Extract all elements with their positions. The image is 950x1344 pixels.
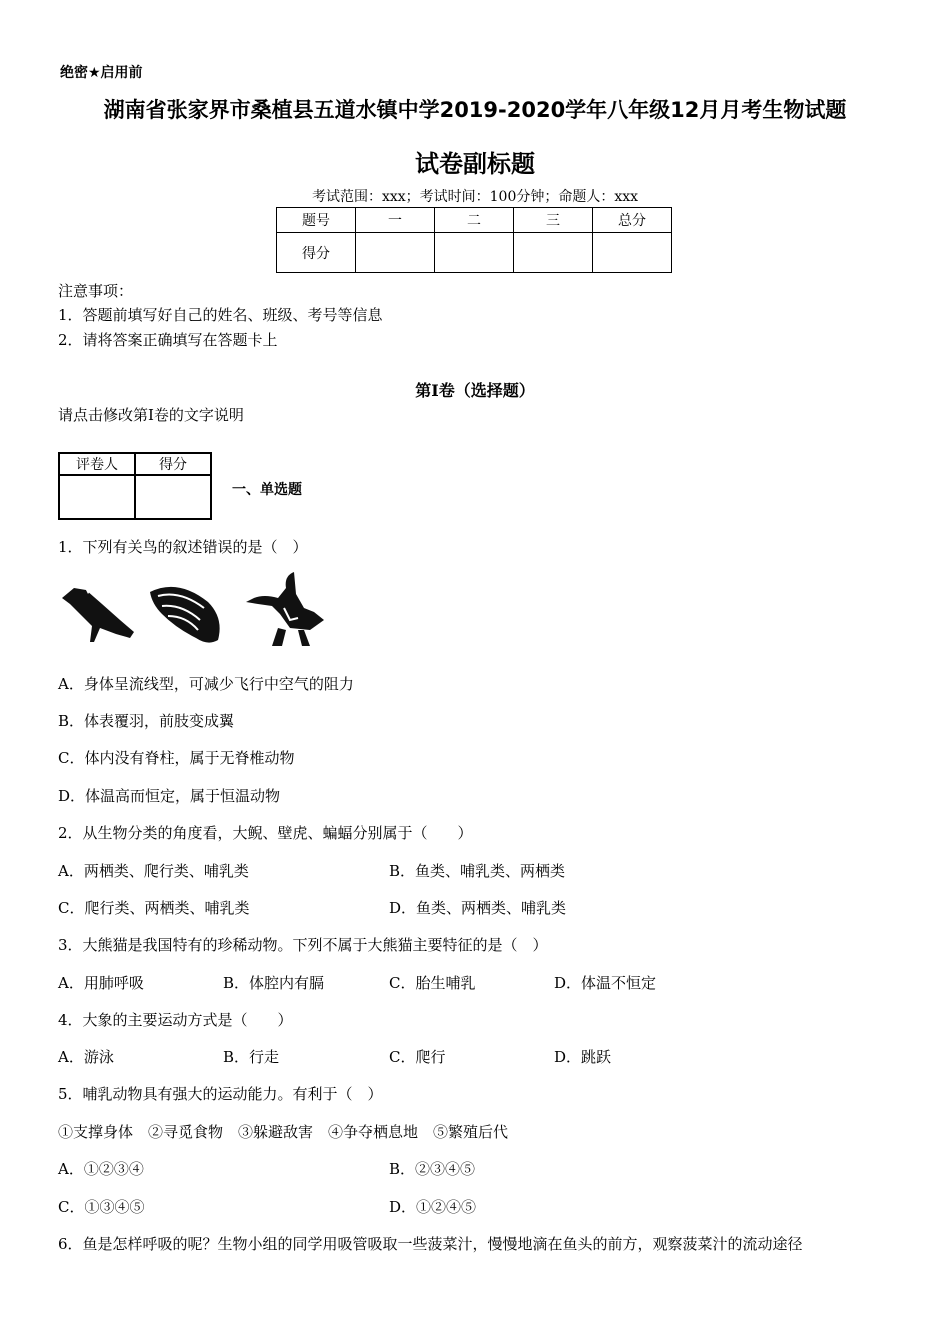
section-description: 请点击修改第I卷的文字说明: [58, 406, 244, 424]
option-c: C．体内没有脊柱，属于无脊椎动物: [58, 749, 295, 767]
option-a: A．用肺呼吸: [58, 974, 144, 992]
grader-header-cell: 得分: [135, 453, 211, 475]
option-a: A．①②③④: [58, 1160, 144, 1178]
score-cell: [593, 233, 672, 273]
score-cell: [435, 233, 514, 273]
bird-skeleton-illustration: [246, 572, 324, 646]
option-d: D．体温高而恒定，属于恒温动物: [58, 787, 281, 805]
question-type-heading: 一、单选题: [232, 482, 302, 498]
exam-subtitle: 试卷副标题: [415, 150, 535, 178]
option-d: D．鱼类、两栖类、哺乳类: [389, 899, 567, 917]
score-cell: [356, 233, 435, 273]
option-b: B．②③④⑤: [389, 1160, 476, 1178]
question-stem: 3．大熊猫是我国特有的珍稀动物。下列不属于大熊猫主要特征的是（ ）: [58, 936, 548, 954]
question-stem: 4．大象的主要运动方式是（ ）: [58, 1011, 293, 1029]
confidential-mark: 绝密★启用前: [60, 65, 143, 81]
score-header-cell: 题号: [277, 208, 356, 233]
question-stem: 6．鱼是怎样呼吸的呢？生物小组的同学用吸管吸取一些菠菜汁，慢慢地滴在鱼头的前方，观察菠菜汁的流动途径: [58, 1235, 803, 1253]
section-title: 第I卷（选择题）: [415, 381, 535, 400]
option-d: D．跳跃: [554, 1048, 612, 1066]
option-b: B．行走: [223, 1048, 280, 1066]
option-a: A．身体呈流线型，可减少飞行中空气的阻力: [58, 675, 354, 693]
option-c: C．爬行类、两栖类、哺乳类: [58, 899, 250, 917]
exam-info: 考试范围：xxx；考试时间：100分钟；命题人：xxx: [311, 189, 639, 205]
note-item: 2．请将答案正确填写在答题卡上: [58, 331, 278, 349]
score-row-label: 得分: [277, 233, 356, 273]
bird-wing-silhouette: [150, 587, 220, 643]
option-a: A．游泳: [58, 1048, 114, 1066]
question-stem: 2．从生物分类的角度看，大鲵、壁虎、蝙蝠分别属于（ ）: [58, 824, 473, 842]
crow-silhouette: [62, 586, 134, 642]
option-b: B．体腔内有膈: [223, 974, 325, 992]
question-stem: 1．下列有关鸟的叙述错误的是（ ）: [58, 538, 308, 556]
option-d: D．①②④⑤: [389, 1198, 477, 1216]
exam-title: 湖南省张家界市桑植县五道水镇中学2019-2020学年八年级12月月考生物试题: [103, 98, 847, 122]
option-c: C．①③④⑤: [58, 1198, 145, 1216]
option-c: C．爬行: [389, 1048, 446, 1066]
grader-cell: [135, 475, 211, 519]
score-header-cell: 总分: [593, 208, 672, 233]
score-header-cell: 二: [435, 208, 514, 233]
score-header-cell: 一: [356, 208, 435, 233]
grader-header-cell: 评卷人: [59, 453, 135, 475]
grader-table: [58, 452, 212, 520]
notes-title: 注意事项：: [58, 282, 134, 300]
bird-illustrations: [58, 568, 338, 652]
note-item: 1．答题前填写好自己的姓名、班级、考号等信息: [58, 306, 383, 324]
score-table: [276, 207, 672, 273]
option-b: B．体表覆羽，前肢变成翼: [58, 712, 235, 730]
grader-cell: [59, 475, 135, 519]
score-header-cell: 三: [514, 208, 593, 233]
question-statements: ①支撑身体 ②寻觅食物 ③躲避敌害 ④争夺栖息地 ⑤繁殖后代: [58, 1123, 509, 1141]
option-b: B．鱼类、哺乳类、两栖类: [389, 862, 566, 880]
score-cell: [514, 233, 593, 273]
option-d: D．体温不恒定: [554, 974, 657, 992]
option-c: C．胎生哺乳: [389, 974, 476, 992]
option-a: A．两栖类、爬行类、哺乳类: [58, 862, 249, 880]
question-stem: 5．哺乳动物具有强大的运动能力。有利于（ ）: [58, 1085, 383, 1103]
